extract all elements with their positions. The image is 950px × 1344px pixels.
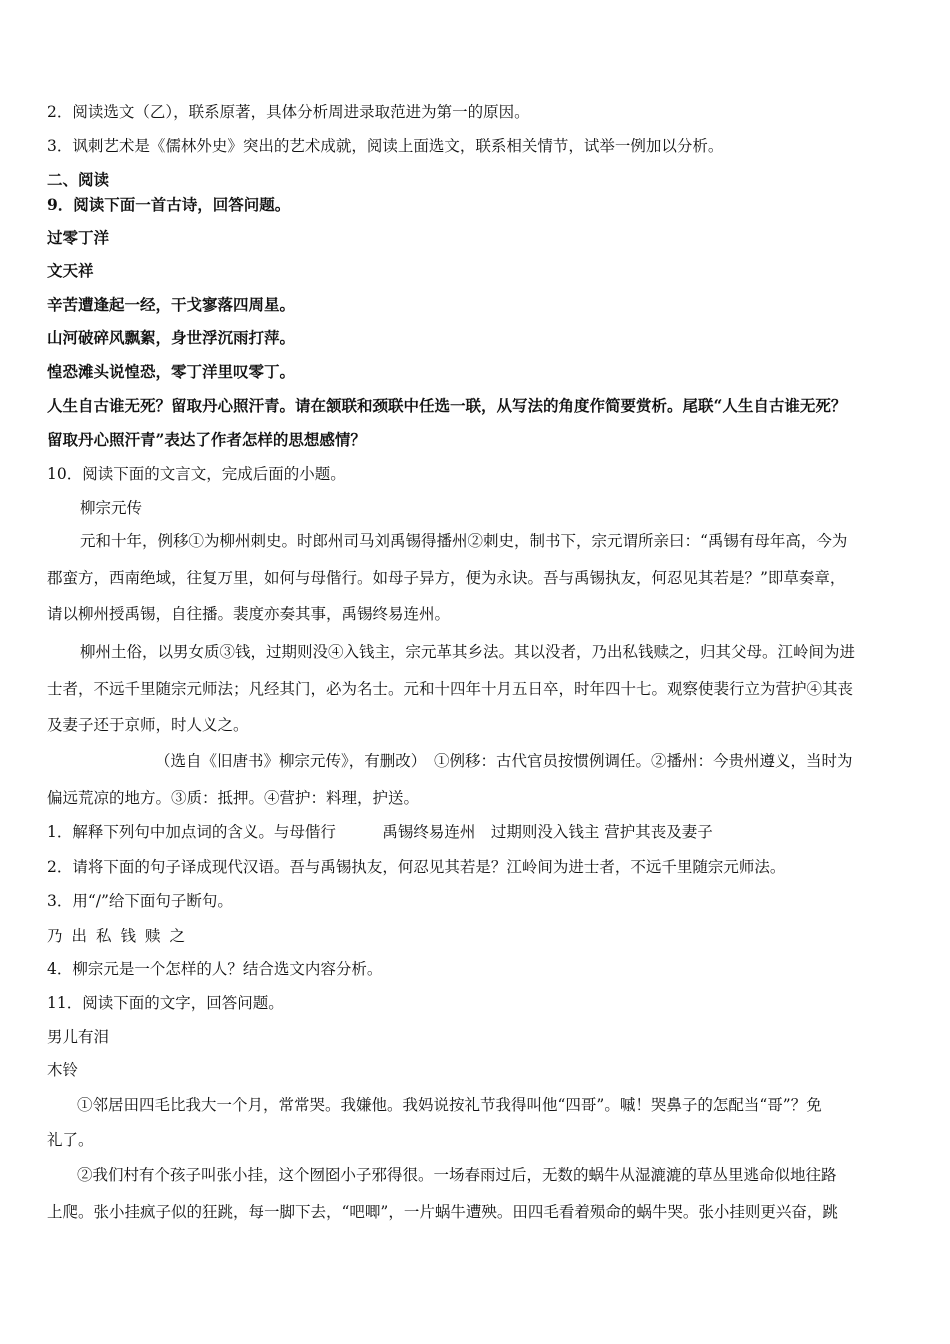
- passage-paragraph-2-line-1: 柳州土俗，以男女质③钱，过期则没④入钱主，宗元革其乡法。其以没者，乃出私钱赎之，归其父母。江岭间为进: [80, 643, 856, 661]
- passage-paragraph-1-line-1: 元和十年，例移①为柳州刺史。时郎州司马刘禹锡得播州②刺史，制书下，宗元谓所亲曰：“禹锡有母年高，今为: [80, 532, 848, 550]
- question-3-line: 3．讽刺艺术是《儒林外史》突出的艺术成就，阅读上面选文，联系相关情节，试举一例加以分析。: [47, 137, 724, 155]
- poem-title: 过零丁洋: [47, 228, 110, 247]
- sentence-to-punctuate: 乃出私钱赎之: [47, 927, 195, 945]
- passage-paragraph-1-line-2: 郡蛮方，西南绝域，往复万里，如何与母偕行。如母子异方，便为永诀。吾与禹锡执友，何忍见其若是？”即草奏章，: [47, 569, 846, 587]
- story-paragraph-2-line-1: ②我们村有个孩子叫张小挂，这个囫囵小子邪得很。一场春雨过后，无数的蜗牛从湿漉漉的草丛里逃命似地往路: [77, 1166, 837, 1184]
- subquestion-4: 4．柳宗元是一个怎样的人？结合选文内容分析。: [47, 960, 383, 978]
- poem-question-line-2: 留取丹心照汗青”表达了作者怎样的思想感情？: [47, 430, 366, 449]
- story-paragraph-2-line-2: 上爬。张小挂疯子似的狂跳，每一脚下去，“吧唧”，一片蜗牛遭殃。田四毛看着殒命的蜗牛哭。张小挂则更兴奋，跳: [47, 1203, 838, 1221]
- story-paragraph-1-line-1: ①邻居田四毛比我大一个月，常常哭。我嫌他。我妈说按礼节我得叫他“四哥”。嘁！哭鼻子的怎配当“哥”？免: [77, 1096, 822, 1114]
- story-title: 男儿有泪: [47, 1028, 110, 1046]
- poem-author: 文天祥: [47, 261, 94, 280]
- subquestion-1: 1．解释下列句中加点词的含义。与母偕行 禹锡终易连州 过期则没入钱主 营护其丧及妻子: [47, 823, 713, 841]
- subquestion-2: 2．请将下面的句子译成现代汉语。吾与禹锡执友，何忍见其若是？江岭间为进士者，不远千里随宗元师法。: [47, 858, 786, 876]
- question-2-line: 2．阅读选文（乙），联系原著，具体分析周进录取范进为第一的原因。: [47, 103, 530, 121]
- question-10-line: 10．阅读下面的文言文，完成后面的小题。: [47, 465, 346, 483]
- passage-title: 柳宗元传: [80, 499, 143, 517]
- poem-question-line-1: 人生自古谁无死？留取丹心照汗青。请在颔联和颈联中任选一联，从写法的角度作简要赏析。尾联“人生自古谁无死？: [47, 396, 847, 415]
- passage-paragraph-2-line-2: 士者，不远千里随宗元师法；凡经其门，必为名士。元和十四年十月五日卒，时年四十七。观察使裴行立为营护④其丧: [47, 680, 854, 698]
- passage-paragraph-1-line-3: 请以柳州授禹锡，自往播。裴度亦奏其事，禹锡终易连州。: [47, 605, 451, 623]
- subquestion-3: 3．用“/”给下面句子断句。: [47, 892, 233, 910]
- section-heading: 二、阅读: [47, 170, 110, 189]
- source-note-line-1: （选自《旧唐书》柳宗元传》，有删改） ①例移：古代官员按惯例调任。②播州：今贵州遵义，当时为: [155, 752, 853, 770]
- story-paragraph-1-line-2: 礼了。: [47, 1131, 94, 1149]
- question-9-line: 9．阅读下面一首古诗，回答问题。: [47, 195, 291, 214]
- story-author: 木铃: [47, 1061, 79, 1079]
- question-11-line: 11．阅读下面的文字，回答问题。: [47, 994, 284, 1012]
- passage-paragraph-2-line-3: 及妻子还于京师，时人义之。: [47, 716, 249, 734]
- poem-line-2: 山河破碎风飘絮，身世浮沉雨打萍。: [47, 328, 296, 347]
- poem-line-1: 辛苦遭逢起一经，干戈寥落四周星。: [47, 295, 296, 314]
- source-note-line-2: 偏远荒凉的地方。③质：抵押。④营护：料理，护送。: [47, 789, 420, 807]
- poem-line-3: 惶恐滩头说惶恐，零丁洋里叹零丁。: [47, 362, 296, 381]
